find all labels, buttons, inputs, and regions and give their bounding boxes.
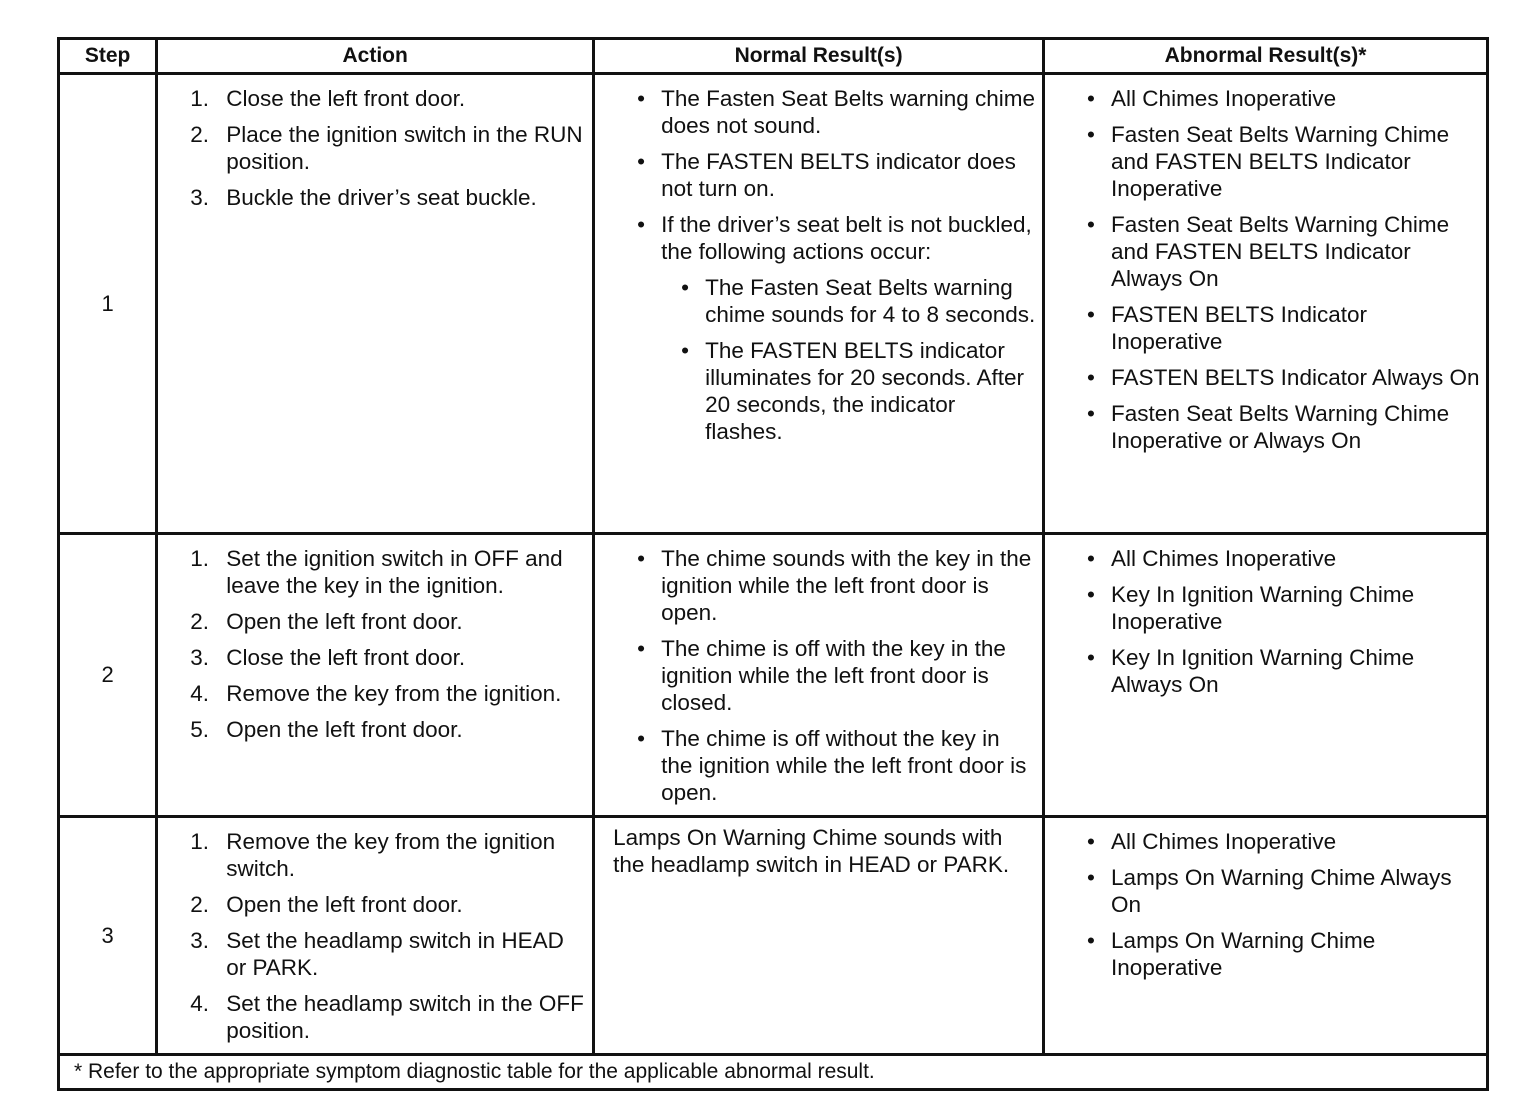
bullet-icon: • xyxy=(1087,829,1095,854)
bullet-icon: • xyxy=(637,726,645,751)
sub-list xyxy=(661,274,1036,445)
list-item: • All Chimes Inoperative xyxy=(1087,546,1337,571)
normal-results-cell xyxy=(594,817,1044,1055)
action-item: 5. Open the left front door. xyxy=(190,717,463,742)
footnote: * Refer to the appropriate symptom diagnostic table for the applicable abnormal result. xyxy=(59,1055,1488,1090)
bullet-icon: • xyxy=(1087,928,1095,953)
table-row xyxy=(59,74,1488,534)
bullet-icon: • xyxy=(1087,86,1095,111)
normal-results-cell xyxy=(594,74,1044,534)
abnormal-results-cell xyxy=(1044,817,1488,1055)
abnormal-results-list xyxy=(1045,85,1486,454)
action-item: 2. Open the left front door. xyxy=(190,892,463,917)
footnote-row xyxy=(59,1055,1488,1090)
list-item: • Key In Ignition Warning Chime Inoperative xyxy=(1087,582,1415,634)
list-item: • Key In Ignition Warning Chime Always On xyxy=(1087,645,1415,697)
action-cell xyxy=(157,817,594,1055)
normal-results-list xyxy=(595,85,1042,445)
bullet-icon: • xyxy=(1087,582,1095,607)
normal-results-list xyxy=(595,545,1042,806)
sub-list-item: • The FASTEN BELTS indicator illuminates for 20 seconds. After 20 seconds, the indicator flashes. xyxy=(681,338,1025,444)
step-number: 1 xyxy=(59,74,157,534)
bullet-icon: • xyxy=(1087,645,1095,670)
bullet-icon: • xyxy=(681,275,689,300)
bullet-icon: • xyxy=(1087,212,1095,237)
table-row xyxy=(59,817,1488,1055)
action-item: 4. Set the headlamp switch in the OFF position. xyxy=(190,991,584,1043)
action-item: 3. Close the left front door. xyxy=(190,645,466,670)
list-item: • If the driver’s seat belt is not buckled, the following actions occur: • The Fasten Seat Belts warning chime sounds for 4 to 8 seconds. • The FASTEN BELTS indicator illuminates for 20 seconds. After 20 seconds, the indicator flashes. xyxy=(637,212,1036,444)
abnormal-results-list xyxy=(1045,545,1486,698)
action-cell xyxy=(157,534,594,817)
step-number: 3 xyxy=(59,817,157,1055)
list-item: • All Chimes Inoperative xyxy=(1087,86,1337,111)
table-row xyxy=(59,534,1488,817)
step-number: 2 xyxy=(59,534,157,817)
action-item: 4. Remove the key from the ignition. xyxy=(190,681,562,706)
bullet-icon: • xyxy=(1087,546,1095,571)
action-list xyxy=(158,545,592,743)
action-item: 3. Buckle the driver’s seat buckle. xyxy=(190,185,537,210)
bullet-icon: • xyxy=(681,338,689,363)
action-list xyxy=(158,828,592,1044)
list-item: • All Chimes Inoperative xyxy=(1087,829,1337,854)
action-item: 2. Open the left front door. xyxy=(190,609,463,634)
list-item: • Fasten Seat Belts Warning Chime and FASTEN BELTS Indicator Inoperative xyxy=(1087,122,1450,201)
list-item: • The Fasten Seat Belts warning chime does not sound. xyxy=(637,86,1036,138)
bullet-icon: • xyxy=(637,546,645,571)
bullet-icon: • xyxy=(1087,865,1095,890)
bullet-icon: • xyxy=(1087,302,1095,327)
list-item: • Fasten Seat Belts Warning Chime Inoperative or Always On xyxy=(1087,401,1450,453)
bullet-icon: • xyxy=(637,149,645,174)
action-item: 1. Close the left front door. xyxy=(190,86,466,111)
action-list xyxy=(158,85,592,211)
list-item: • FASTEN BELTS Indicator Always On xyxy=(1087,365,1480,390)
abnormal-results-list xyxy=(1045,828,1486,981)
diagnostic-table xyxy=(57,37,1489,1091)
header-row xyxy=(59,39,1488,74)
bullet-icon: • xyxy=(637,212,645,237)
normal-results-cell xyxy=(594,534,1044,817)
list-item: • The chime sounds with the key in the ignition while the left front door is open. xyxy=(637,546,1032,625)
bullet-icon: • xyxy=(1087,122,1095,147)
list-item: • The chime is off without the key in the ignition while the left front door is open. xyxy=(637,726,1027,805)
list-item: • The FASTEN BELTS indicator does not turn on. xyxy=(637,149,1016,201)
bullet-icon: • xyxy=(637,636,645,661)
header-step: Step xyxy=(59,39,157,74)
list-item: • Lamps On Warning Chime Always On xyxy=(1087,865,1452,917)
abnormal-results-cell xyxy=(1044,74,1488,534)
action-cell xyxy=(157,74,594,534)
header-abnormal-results: Abnormal Result(s)* xyxy=(1044,39,1488,74)
bullet-icon: • xyxy=(637,86,645,111)
action-item: 3. Set the headlamp switch in HEAD or PARK. xyxy=(190,928,564,980)
list-item: • Fasten Seat Belts Warning Chime and FASTEN BELTS Indicator Always On xyxy=(1087,212,1450,291)
bullet-icon: • xyxy=(1087,401,1095,426)
action-item: 1. Set the ignition switch in OFF and leave the key in the ignition. xyxy=(190,546,563,598)
action-item: 1. Remove the key from the ignition switch. xyxy=(190,829,556,881)
abnormal-results-cell xyxy=(1044,534,1488,817)
list-item: • FASTEN BELTS Indicator Inoperative xyxy=(1087,302,1367,354)
sub-list-item: • The Fasten Seat Belts warning chime sounds for 4 to 8 seconds. xyxy=(681,275,1036,327)
list-item: • The chime is off with the key in the ignition while the left front door is closed. xyxy=(637,636,1006,715)
header-normal-results: Normal Result(s) xyxy=(594,39,1044,74)
normal-result-text: Lamps On Warning Chime sounds with the headlamp switch in HEAD or PARK. xyxy=(613,825,1010,877)
list-item: • Lamps On Warning Chime Inoperative xyxy=(1087,928,1376,980)
bullet-icon: • xyxy=(1087,365,1095,390)
header-action: Action xyxy=(157,39,594,74)
action-item: 2. Place the ignition switch in the RUN position. xyxy=(190,122,583,174)
